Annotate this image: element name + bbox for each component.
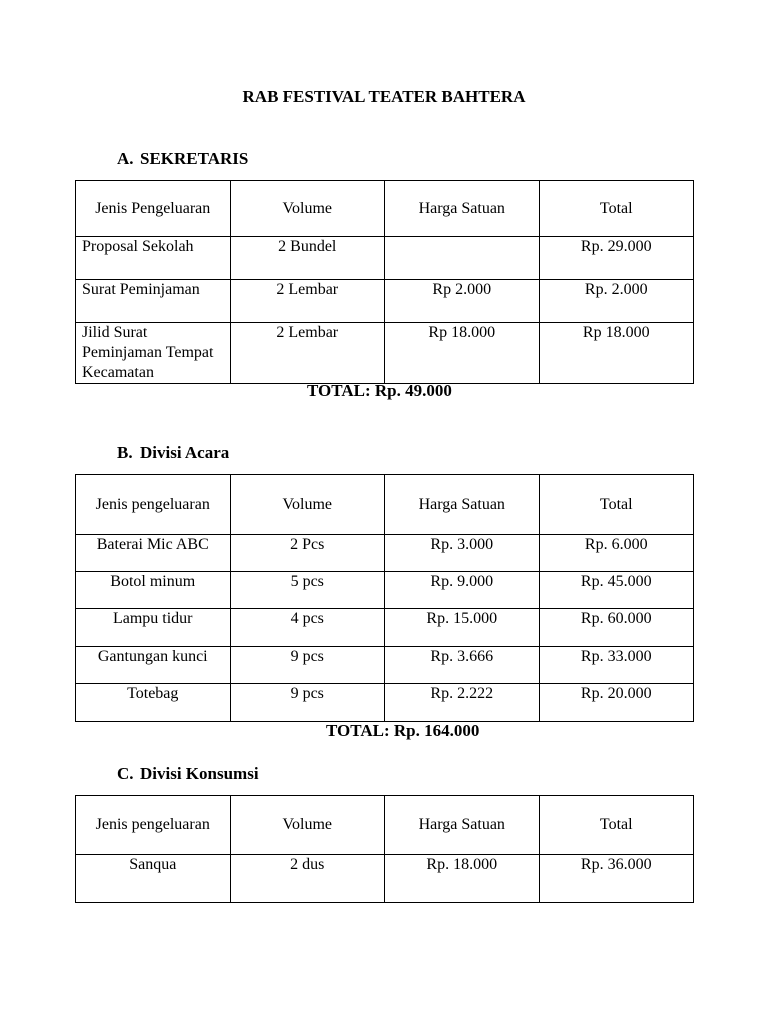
cell-harga: Rp. 18.000: [385, 855, 540, 903]
cell-volume: 2 Pcs: [230, 535, 385, 572]
section-c-name: Divisi Konsumsi: [140, 764, 259, 783]
header-volume: Volume: [230, 475, 385, 535]
cell-total: Rp. 20.000: [539, 684, 694, 722]
header-volume: Volume: [230, 181, 385, 237]
header-volume: Volume: [230, 796, 385, 855]
table-row: [76, 572, 694, 609]
cell-total: Rp. 36.000: [539, 855, 694, 903]
cell-volume: 4 pcs: [230, 609, 385, 647]
cell-volume: 2 Lembar: [230, 323, 385, 384]
section-c-letter: C.: [117, 764, 134, 783]
header-harga: Harga Satuan: [385, 796, 540, 855]
table-row: [76, 280, 694, 323]
table-row: [76, 609, 694, 647]
section-c-heading: [117, 764, 259, 784]
table-row: [76, 323, 694, 384]
cell-harga: Rp. 2.222: [385, 684, 540, 722]
header-jenis: Jenis pengeluaran: [76, 796, 231, 855]
section-b-name: Divisi Acara: [140, 443, 230, 462]
header-total: Total: [539, 796, 694, 855]
cell-harga: Rp 2.000: [385, 280, 540, 323]
cell-volume: 2 dus: [230, 855, 385, 903]
cell-volume: 9 pcs: [230, 647, 385, 684]
cell-jenis: Sanqua: [76, 855, 231, 903]
table-row: [76, 684, 694, 722]
header-jenis: Jenis Pengeluaran: [76, 181, 231, 237]
header-total: Total: [539, 181, 694, 237]
table-divisi-konsumsi: [75, 795, 694, 903]
cell-jenis: Gantungan kunci: [76, 647, 231, 684]
table-row: [76, 237, 694, 280]
cell-jenis: Baterai Mic ABC: [76, 535, 231, 572]
header-harga: Harga Satuan: [385, 181, 540, 237]
cell-harga: Rp 18.000: [385, 323, 540, 384]
section-b-total: TOTAL: Rp. 164.000: [326, 721, 480, 740]
section-b-letter: B.: [117, 443, 133, 462]
table-header-row: [76, 475, 694, 535]
cell-harga: Rp. 15.000: [385, 609, 540, 647]
header-total: Total: [539, 475, 694, 535]
cell-harga: Rp. 3.666: [385, 647, 540, 684]
cell-harga: Rp. 9.000: [385, 572, 540, 609]
cell-total: Rp 18.000: [539, 323, 694, 384]
header-harga: Harga Satuan: [385, 475, 540, 535]
cell-jenis: Botol minum: [76, 572, 231, 609]
cell-jenis: Jilid Surat Peminjaman Tempat Kecamatan: [76, 323, 231, 384]
cell-volume: 2 Lembar: [230, 280, 385, 323]
cell-total: Rp. 6.000: [539, 535, 694, 572]
cell-harga: Rp. 3.000: [385, 535, 540, 572]
table-header-row: [76, 181, 694, 237]
table-divisi-acara: [75, 474, 694, 722]
section-a-total: TOTAL: Rp. 49.000: [307, 381, 452, 400]
cell-volume: 5 pcs: [230, 572, 385, 609]
table-header-row: [76, 796, 694, 855]
table-sekretaris: [75, 180, 694, 384]
section-b-heading: [117, 443, 229, 463]
header-jenis: Jenis pengeluaran: [76, 475, 231, 535]
cell-volume: 2 Bundel: [230, 237, 385, 280]
cell-jenis: Proposal Sekolah: [76, 237, 231, 280]
section-a-name: SEKRETARIS: [140, 149, 249, 168]
page-title: RAB FESTIVAL TEATER BAHTERA: [242, 87, 526, 106]
cell-volume: 9 pcs: [230, 684, 385, 722]
cell-jenis: Lampu tidur: [76, 609, 231, 647]
cell-total: Rp. 33.000: [539, 647, 694, 684]
cell-total: Rp. 2.000: [539, 280, 694, 323]
cell-total: Rp. 29.000: [539, 237, 694, 280]
cell-total: Rp. 60.000: [539, 609, 694, 647]
cell-jenis: Surat Peminjaman: [76, 280, 231, 323]
table-row: [76, 535, 694, 572]
table-row: [76, 855, 694, 903]
section-a-heading: [117, 149, 248, 169]
cell-jenis: Totebag: [76, 684, 231, 722]
section-a-letter: A.: [117, 149, 134, 168]
cell-harga: [385, 237, 540, 280]
cell-total: Rp. 45.000: [539, 572, 694, 609]
table-row: [76, 647, 694, 684]
